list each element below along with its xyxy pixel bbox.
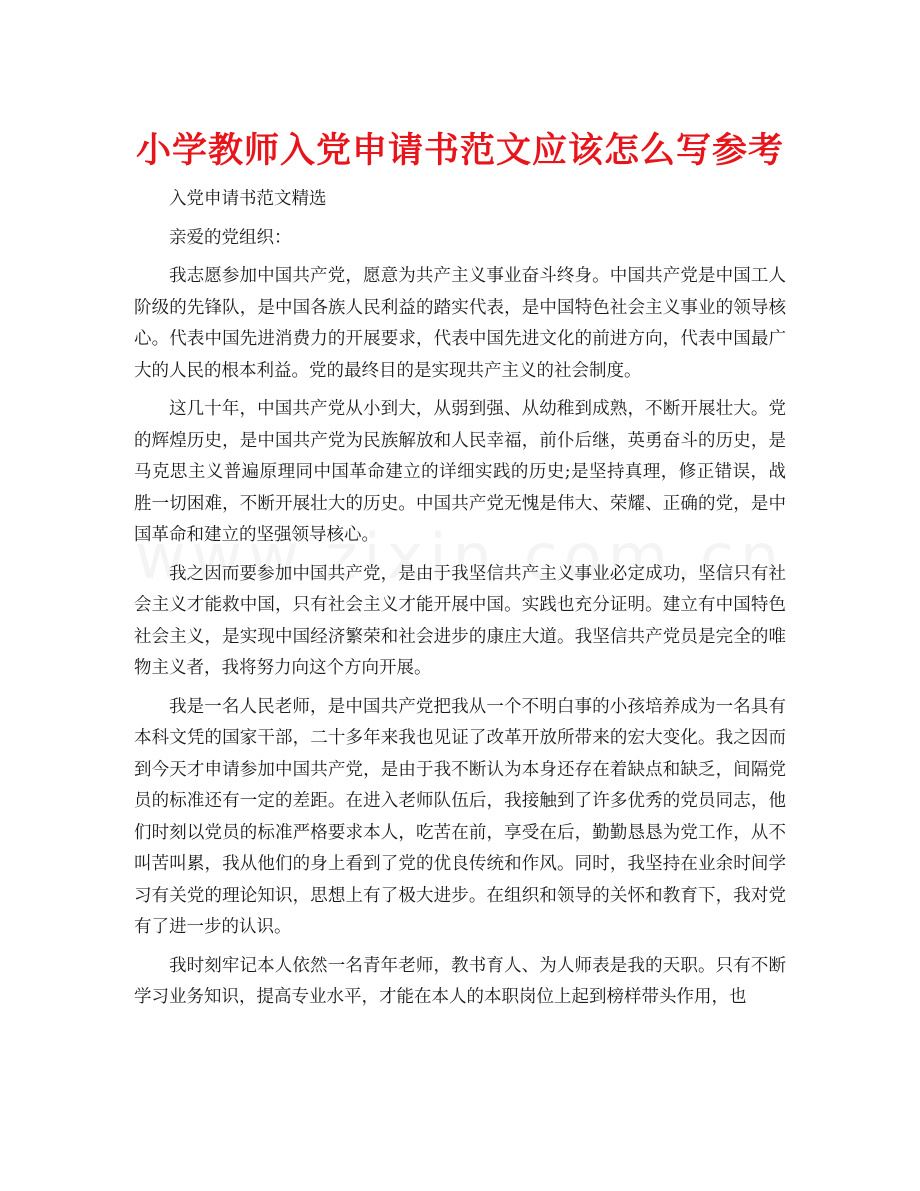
paragraph: 我时刻牢记本人依然一名青年老师，教书育人、为人师表是我的天职。只有不断学习业务知识，提高专业水平，才能在本人的本职岗位上起到榜样带头作用，也 [134,955,786,1007]
paragraph: 我之因而要参加中国共产党，是由于我坚信共产主义事业必定成功，坚信只有社会主义才能救中国，只有社会主义才能开展中国。实践也充分证明。建立有中国特色社会主义，是实现中国经济繁荣和社会进步的康庄大道。我坚信共产党员是完全的唯物主义者，我将努力向这个方向开展。 [134,563,786,678]
paragraph: 这几十年，中国共产党从小到大，从弱到强、从幼稚到成熟，不断开展壮大。党的辉煌历史，是中国共产党为民族解放和人民幸福，前仆后继，英勇奋斗的历史，是马克思主义普遍原理同中国革命建立的详细实践的历史;是坚持真理，修正错误，战胜一切困难，不断开展壮大的历史。中国共产党无愧是伟大、荣耀、正确的党，是中国革命和建立的坚强领导核心。 [134,399,786,545]
subtitle-line: 入党申请书范文精选 [169,189,327,209]
paragraph: 我志愿参加中国共产党，愿意为共产主义事业奋斗终身。中国共产党是中国工人阶级的先锋队，是中国各族人民利益的踏实代表，是中国特色社会主义事业的领导核心。代表中国先进消费力的开展要求，代表中国先进文化的前进方向，代表中国最广大的人民的根本利益。党的最终目的是实现共产主义的社会制度。 [134,266,786,381]
salutation: 亲爱的党组织： [169,227,292,248]
document-title: 小学教师入党申请书范文应该怎么写参考 [135,131,784,171]
document-body [134,184,786,1021]
paragraph: 我是一名人民老师，是中国共产党把我从一个不明白事的小孩培养成为一名具有本科文凭的国家干部，二十多年来我也见证了改革开放所带来的宏大变化。我之因而到今天才申请参加中国共产党，是由于我不断认为本身还存在着缺点和缺乏，间隔党员的标准还有一定的差距。在进入老师队伍后，我接触到了许多优秀的党员同志，他们时刻以党员的标准严格要求本人，吃苦在前，享受在后，勤勤恳恳为党工作，从不叫苦叫累，我从他们的身上看到了党的优良传统和作风。同时，我坚持在业余时间学习有关党的理论知识，思想上有了极大进步。在组织和领导的关怀和教育下，我对党有了进一步的认识。 [134,696,786,937]
